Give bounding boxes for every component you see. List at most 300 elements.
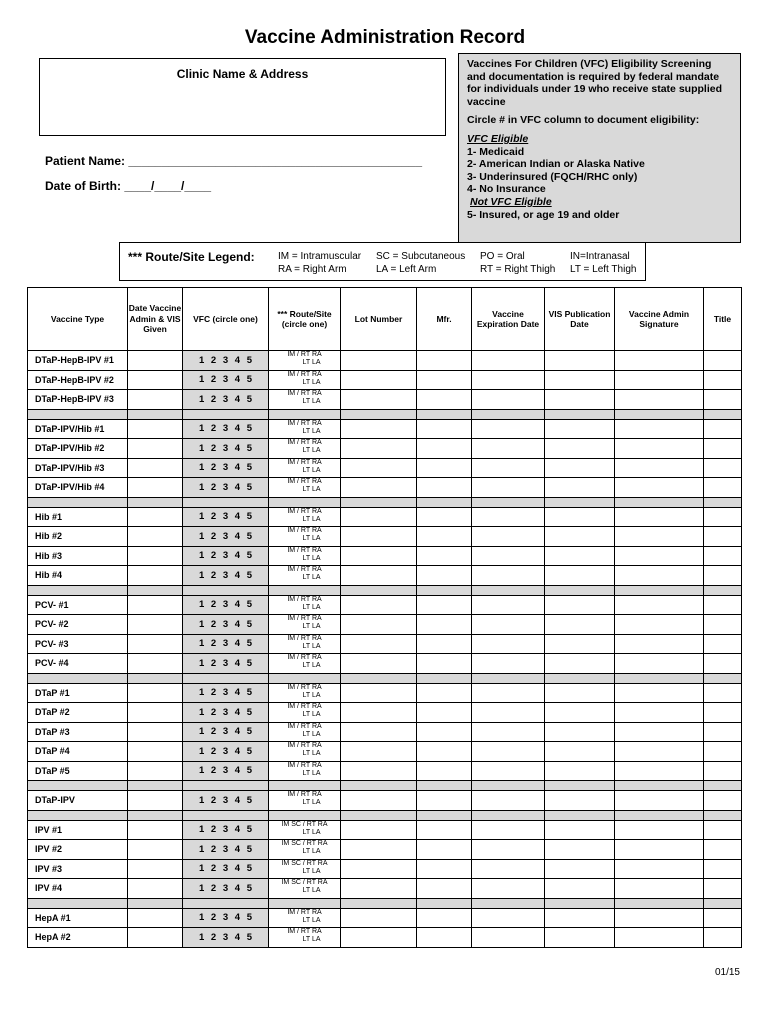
vis-publication-date-cell[interactable] xyxy=(545,458,615,478)
date-given-cell[interactable] xyxy=(128,478,183,498)
vis-publication-date-cell[interactable] xyxy=(545,859,615,879)
route-site-options[interactable] xyxy=(269,439,341,459)
route-site-options[interactable] xyxy=(269,791,341,811)
admin-signature-cell[interactable] xyxy=(615,478,704,498)
lot-number-cell[interactable] xyxy=(341,879,417,899)
lot-number-cell[interactable] xyxy=(341,419,417,439)
title-cell[interactable] xyxy=(704,615,742,635)
mfr-cell[interactable] xyxy=(417,419,472,439)
mfr-cell[interactable] xyxy=(417,654,472,674)
vfc-options[interactable]: 1 2 3 4 5 xyxy=(183,595,269,615)
separator-cell xyxy=(28,497,128,507)
expiration-date-cell[interactable] xyxy=(472,390,545,410)
separator-cell xyxy=(28,810,128,820)
mfr-cell[interactable] xyxy=(417,527,472,547)
expiration-date-cell[interactable] xyxy=(472,859,545,879)
lot-number-cell[interactable] xyxy=(341,351,417,371)
route-site-options[interactable] xyxy=(269,370,341,390)
mfr-cell[interactable] xyxy=(417,859,472,879)
vaccine-row xyxy=(28,439,742,459)
date-given-cell[interactable] xyxy=(128,390,183,410)
mfr-cell[interactable] xyxy=(417,351,472,371)
lot-number-cell[interactable] xyxy=(341,722,417,742)
admin-signature-cell[interactable] xyxy=(615,390,704,410)
vis-publication-date-cell[interactable] xyxy=(545,566,615,586)
route-site-options[interactable] xyxy=(269,419,341,439)
vaccine-row xyxy=(28,478,742,498)
route-site-line: LT LA xyxy=(302,750,321,757)
mfr-cell[interactable] xyxy=(417,566,472,586)
vis-publication-date-cell[interactable] xyxy=(545,439,615,459)
group-separator xyxy=(28,810,742,820)
expiration-date-cell[interactable] xyxy=(472,615,545,635)
lot-number-cell[interactable] xyxy=(341,370,417,390)
route-site-legend xyxy=(119,242,646,281)
lot-number-cell[interactable] xyxy=(341,654,417,674)
vfc-options[interactable]: 1 2 3 4 5 xyxy=(183,615,269,635)
route-site-options[interactable] xyxy=(269,595,341,615)
vaccine-row xyxy=(28,722,742,742)
route-site-options[interactable] xyxy=(269,761,341,781)
lot-number-cell[interactable] xyxy=(341,742,417,762)
vis-publication-date-cell[interactable] xyxy=(545,419,615,439)
vis-publication-date-cell[interactable] xyxy=(545,507,615,527)
date-given-cell[interactable] xyxy=(128,908,183,928)
expiration-date-cell[interactable] xyxy=(472,527,545,547)
lot-number-cell[interactable] xyxy=(341,820,417,840)
route-site-line: LT LA xyxy=(302,359,321,366)
admin-signature-cell[interactable] xyxy=(615,761,704,781)
expiration-date-cell[interactable] xyxy=(472,546,545,566)
vis-publication-date-cell[interactable] xyxy=(545,761,615,781)
title-cell[interactable] xyxy=(704,595,742,615)
expiration-date-cell[interactable] xyxy=(472,439,545,459)
vis-publication-date-cell[interactable] xyxy=(545,742,615,762)
date-given-cell[interactable] xyxy=(128,370,183,390)
legend-entry: LA = Left Arm xyxy=(376,264,437,275)
admin-signature-cell[interactable] xyxy=(615,439,704,459)
vis-publication-date-cell[interactable] xyxy=(545,820,615,840)
title-cell[interactable] xyxy=(704,761,742,781)
route-site-options[interactable] xyxy=(269,478,341,498)
lot-number-cell[interactable] xyxy=(341,478,417,498)
mfr-cell[interactable] xyxy=(417,879,472,899)
date-given-cell[interactable] xyxy=(128,859,183,879)
date-given-cell[interactable] xyxy=(128,928,183,948)
admin-signature-cell[interactable] xyxy=(615,566,704,586)
title-cell[interactable] xyxy=(704,458,742,478)
date-of-birth-field[interactable]: Date of Birth: ____/____/____ xyxy=(45,179,212,193)
admin-signature-cell[interactable] xyxy=(615,742,704,762)
date-given-cell[interactable] xyxy=(128,654,183,674)
lot-number-cell[interactable] xyxy=(341,615,417,635)
lot-number-cell[interactable] xyxy=(341,439,417,459)
page-title: Vaccine Administration Record xyxy=(244,27,526,48)
route-site-options[interactable] xyxy=(269,351,341,371)
admin-signature-cell[interactable] xyxy=(615,458,704,478)
title-cell[interactable] xyxy=(704,439,742,459)
lot-number-cell[interactable] xyxy=(341,390,417,410)
expiration-date-cell[interactable] xyxy=(472,634,545,654)
mfr-cell[interactable] xyxy=(417,439,472,459)
expiration-date-cell[interactable] xyxy=(472,703,545,723)
route-site-line: IM / RT RA xyxy=(287,928,322,935)
admin-signature-cell[interactable] xyxy=(615,703,704,723)
expiration-date-cell[interactable] xyxy=(472,928,545,948)
mfr-cell[interactable] xyxy=(417,791,472,811)
vaccine-type: DTaP #5 xyxy=(28,761,128,781)
mfr-cell[interactable] xyxy=(417,722,472,742)
vaccine-type: DTaP #3 xyxy=(28,722,128,742)
separator-cell xyxy=(472,898,545,908)
route-site-options[interactable] xyxy=(269,615,341,635)
date-given-cell[interactable] xyxy=(128,840,183,860)
date-given-cell[interactable] xyxy=(128,703,183,723)
title-cell[interactable] xyxy=(704,928,742,948)
vfc-options[interactable]: 1 2 3 4 5 xyxy=(183,419,269,439)
vis-publication-date-cell[interactable] xyxy=(545,703,615,723)
separator-cell xyxy=(269,585,341,595)
date-given-cell[interactable] xyxy=(128,683,183,703)
route-site-line: IM / RT RA xyxy=(287,654,322,661)
route-site-options[interactable] xyxy=(269,546,341,566)
vfc-options[interactable]: 1 2 3 4 5 xyxy=(183,859,269,879)
date-given-cell[interactable] xyxy=(128,527,183,547)
lot-number-cell[interactable] xyxy=(341,791,417,811)
separator-cell xyxy=(417,781,472,791)
vfc-options[interactable]: 1 2 3 4 5 xyxy=(183,439,269,459)
vis-publication-date-cell[interactable] xyxy=(545,840,615,860)
admin-signature-cell[interactable] xyxy=(615,840,704,860)
route-site-line: LT LA xyxy=(302,799,321,806)
title-cell[interactable] xyxy=(704,654,742,674)
separator-cell xyxy=(341,898,417,908)
mfr-cell[interactable] xyxy=(417,370,472,390)
separator-cell xyxy=(269,673,341,683)
mfr-cell[interactable] xyxy=(417,458,472,478)
title-cell[interactable] xyxy=(704,879,742,899)
vfc-eligible-item: 3- Underinsured (FQCH/RHC only) xyxy=(467,170,638,183)
mfr-cell[interactable] xyxy=(417,390,472,410)
vfc-options[interactable]: 1 2 3 4 5 xyxy=(183,879,269,899)
title-cell[interactable] xyxy=(704,566,742,586)
separator-cell xyxy=(472,497,545,507)
vis-publication-date-cell[interactable] xyxy=(545,722,615,742)
separator-cell xyxy=(472,781,545,791)
mfr-cell[interactable] xyxy=(417,478,472,498)
date-given-cell[interactable] xyxy=(128,742,183,762)
mfr-cell[interactable] xyxy=(417,761,472,781)
vfc-options[interactable]: 1 2 3 4 5 xyxy=(183,722,269,742)
route-site-options[interactable] xyxy=(269,820,341,840)
title-cell[interactable] xyxy=(704,527,742,547)
vaccine-type: Hib #2 xyxy=(28,527,128,547)
admin-signature-cell[interactable] xyxy=(615,820,704,840)
vis-publication-date-cell[interactable] xyxy=(545,615,615,635)
route-site-options[interactable] xyxy=(269,879,341,899)
title-cell[interactable] xyxy=(704,840,742,860)
vfc-options[interactable]: 1 2 3 4 5 xyxy=(183,546,269,566)
expiration-date-cell[interactable] xyxy=(472,742,545,762)
title-cell[interactable] xyxy=(704,908,742,928)
vis-publication-date-cell[interactable] xyxy=(545,791,615,811)
route-site-line: LT LA xyxy=(302,427,321,435)
route-site-options[interactable] xyxy=(269,683,341,703)
patient-name-field[interactable]: Patient Name: ____________________________________________ xyxy=(45,154,423,168)
mfr-cell[interactable] xyxy=(417,703,472,723)
route-site-line: LT LA xyxy=(302,515,321,523)
vaccine-row xyxy=(28,419,742,439)
admin-signature-cell[interactable] xyxy=(615,791,704,811)
group-separator xyxy=(28,585,742,595)
date-given-cell[interactable] xyxy=(128,615,183,635)
route-site-options[interactable] xyxy=(269,928,341,948)
admin-signature-cell[interactable] xyxy=(615,351,704,371)
date-given-cell[interactable] xyxy=(128,761,183,781)
expiration-date-cell[interactable] xyxy=(472,840,545,860)
lot-number-cell[interactable] xyxy=(341,908,417,928)
lot-number-cell[interactable] xyxy=(341,840,417,860)
vfc-options[interactable]: 1 2 3 4 5 xyxy=(183,840,269,860)
expiration-date-cell[interactable] xyxy=(472,458,545,478)
route-site-options[interactable] xyxy=(269,654,341,674)
clinic-name-address-box[interactable] xyxy=(39,58,446,136)
admin-signature-cell[interactable] xyxy=(615,546,704,566)
vis-publication-date-cell[interactable] xyxy=(545,546,615,566)
date-given-cell[interactable] xyxy=(128,419,183,439)
admin-signature-cell[interactable] xyxy=(615,370,704,390)
mfr-cell[interactable] xyxy=(417,820,472,840)
route-site-line: LT LA xyxy=(302,574,321,581)
date-given-cell[interactable] xyxy=(128,791,183,811)
vis-publication-date-cell[interactable] xyxy=(545,634,615,654)
route-site-line: IM / RT RA xyxy=(287,742,322,749)
admin-signature-cell[interactable] xyxy=(615,419,704,439)
date-given-cell[interactable] xyxy=(128,722,183,742)
vaccine-row xyxy=(28,742,742,762)
date-given-cell[interactable] xyxy=(128,634,183,654)
admin-signature-cell[interactable] xyxy=(615,507,704,527)
vis-publication-date-cell[interactable] xyxy=(545,478,615,498)
expiration-date-cell[interactable] xyxy=(472,654,545,674)
expiration-date-cell[interactable] xyxy=(472,566,545,586)
date-given-cell[interactable] xyxy=(128,546,183,566)
date-given-cell[interactable] xyxy=(128,879,183,899)
route-site-options[interactable] xyxy=(269,390,341,410)
title-cell[interactable] xyxy=(704,419,742,439)
title-cell[interactable] xyxy=(704,351,742,371)
vaccine-type: DTaP-HepB-IPV #1 xyxy=(28,351,128,371)
vaccine-row xyxy=(28,908,742,928)
vis-publication-date-cell[interactable] xyxy=(545,351,615,371)
title-cell[interactable] xyxy=(704,791,742,811)
admin-signature-cell[interactable] xyxy=(615,595,704,615)
vis-publication-date-cell[interactable] xyxy=(545,527,615,547)
route-site-line: IM SC / RT RA xyxy=(281,879,328,886)
vfc-options[interactable]: 1 2 3 4 5 xyxy=(183,478,269,498)
title-cell[interactable] xyxy=(704,820,742,840)
lot-number-cell[interactable] xyxy=(341,634,417,654)
lot-number-cell[interactable] xyxy=(341,458,417,478)
mfr-cell[interactable] xyxy=(417,595,472,615)
group-separator xyxy=(28,898,742,908)
vfc-options[interactable]: 1 2 3 4 5 xyxy=(183,634,269,654)
lot-number-cell[interactable] xyxy=(341,595,417,615)
expiration-date-cell[interactable] xyxy=(472,419,545,439)
mfr-cell[interactable] xyxy=(417,742,472,762)
route-site-options[interactable] xyxy=(269,507,341,527)
route-site-options[interactable] xyxy=(269,634,341,654)
mfr-cell[interactable] xyxy=(417,928,472,948)
expiration-date-cell[interactable] xyxy=(472,879,545,899)
vfc-eligibility-box xyxy=(458,53,741,243)
vis-publication-date-cell[interactable] xyxy=(545,928,615,948)
route-site-options[interactable] xyxy=(269,722,341,742)
separator-cell xyxy=(704,810,742,820)
vfc-options[interactable]: 1 2 3 4 5 xyxy=(183,908,269,928)
separator-cell xyxy=(472,673,545,683)
route-site-line: LT LA xyxy=(302,623,321,630)
admin-signature-cell[interactable] xyxy=(615,928,704,948)
header-title: Title xyxy=(704,288,742,351)
vfc-options[interactable]: 1 2 3 4 5 xyxy=(183,703,269,723)
route-site-options[interactable] xyxy=(269,859,341,879)
lot-number-cell[interactable] xyxy=(341,546,417,566)
lot-number-cell[interactable] xyxy=(341,566,417,586)
route-site-options[interactable] xyxy=(269,840,341,860)
legend-col-4 xyxy=(570,250,636,276)
lot-number-cell[interactable] xyxy=(341,683,417,703)
date-given-cell[interactable] xyxy=(128,351,183,371)
title-cell[interactable] xyxy=(704,742,742,762)
vis-publication-date-cell[interactable] xyxy=(545,654,615,674)
expiration-date-cell[interactable] xyxy=(472,351,545,371)
expiration-date-cell[interactable] xyxy=(472,478,545,498)
title-cell[interactable] xyxy=(704,507,742,527)
title-cell[interactable] xyxy=(704,370,742,390)
mfr-cell[interactable] xyxy=(417,507,472,527)
expiration-date-cell[interactable] xyxy=(472,507,545,527)
vis-publication-date-cell[interactable] xyxy=(545,683,615,703)
vis-publication-date-cell[interactable] xyxy=(545,370,615,390)
date-given-cell[interactable] xyxy=(128,439,183,459)
lot-number-cell[interactable] xyxy=(341,507,417,527)
lot-number-cell[interactable] xyxy=(341,928,417,948)
vis-publication-date-cell[interactable] xyxy=(545,390,615,410)
admin-signature-cell[interactable] xyxy=(615,683,704,703)
route-site-options[interactable] xyxy=(269,458,341,478)
route-site-options[interactable] xyxy=(269,703,341,723)
title-cell[interactable] xyxy=(704,722,742,742)
vfc-options[interactable]: 1 2 3 4 5 xyxy=(183,742,269,762)
date-given-cell[interactable] xyxy=(128,595,183,615)
expiration-date-cell[interactable] xyxy=(472,683,545,703)
mfr-cell[interactable] xyxy=(417,908,472,928)
title-cell[interactable] xyxy=(704,546,742,566)
expiration-date-cell[interactable] xyxy=(472,595,545,615)
admin-signature-cell[interactable] xyxy=(615,615,704,635)
vis-publication-date-cell[interactable] xyxy=(545,595,615,615)
title-cell[interactable] xyxy=(704,478,742,498)
title-cell[interactable] xyxy=(704,703,742,723)
vis-publication-date-cell[interactable] xyxy=(545,908,615,928)
vfc-options[interactable]: 1 2 3 4 5 xyxy=(183,370,269,390)
date-given-cell[interactable] xyxy=(128,566,183,586)
legend-entry: LT = Left Thigh xyxy=(570,264,637,275)
mfr-cell[interactable] xyxy=(417,840,472,860)
route-site-line: LT LA xyxy=(302,730,321,738)
lot-number-cell[interactable] xyxy=(341,859,417,879)
admin-signature-cell[interactable] xyxy=(615,654,704,674)
title-cell[interactable] xyxy=(704,683,742,703)
mfr-cell[interactable] xyxy=(417,683,472,703)
vaccine-row xyxy=(28,703,742,723)
title-cell[interactable] xyxy=(704,859,742,879)
title-cell[interactable] xyxy=(704,390,742,410)
mfr-cell[interactable] xyxy=(417,634,472,654)
route-site-options[interactable] xyxy=(269,566,341,586)
date-given-cell[interactable] xyxy=(128,507,183,527)
vfc-options[interactable]: 1 2 3 4 5 xyxy=(183,761,269,781)
vfc-options[interactable]: 1 2 3 4 5 xyxy=(183,928,269,948)
route-site-line: IM / RT RA xyxy=(287,634,322,642)
vfc-options[interactable]: 1 2 3 4 5 xyxy=(183,791,269,811)
mfr-cell[interactable] xyxy=(417,615,472,635)
vfc-options[interactable]: 1 2 3 4 5 xyxy=(183,683,269,703)
lot-number-cell[interactable] xyxy=(341,527,417,547)
title-cell[interactable] xyxy=(704,634,742,654)
vfc-options[interactable]: 1 2 3 4 5 xyxy=(183,458,269,478)
date-given-cell[interactable] xyxy=(128,820,183,840)
legend-col-1 xyxy=(278,250,361,276)
lot-number-cell[interactable] xyxy=(341,761,417,781)
route-site-line: LT LA xyxy=(302,916,321,924)
separator-cell xyxy=(417,497,472,507)
expiration-date-cell[interactable] xyxy=(472,908,545,928)
route-site-options[interactable] xyxy=(269,742,341,762)
admin-signature-cell[interactable] xyxy=(615,722,704,742)
vis-publication-date-cell[interactable] xyxy=(545,879,615,899)
vfc-options[interactable]: 1 2 3 4 5 xyxy=(183,351,269,371)
vfc-options[interactable]: 1 2 3 4 5 xyxy=(183,527,269,547)
vfc-options[interactable]: 1 2 3 4 5 xyxy=(183,566,269,586)
admin-signature-cell[interactable] xyxy=(615,527,704,547)
lot-number-cell[interactable] xyxy=(341,703,417,723)
admin-signature-cell[interactable] xyxy=(615,859,704,879)
date-given-cell[interactable] xyxy=(128,458,183,478)
expiration-date-cell[interactable] xyxy=(472,791,545,811)
expiration-date-cell[interactable] xyxy=(472,761,545,781)
admin-signature-cell[interactable] xyxy=(615,879,704,899)
vfc-options[interactable]: 1 2 3 4 5 xyxy=(183,507,269,527)
route-site-line: LT LA xyxy=(302,711,321,718)
vfc-options[interactable]: 1 2 3 4 5 xyxy=(183,390,269,410)
route-site-options[interactable] xyxy=(269,527,341,547)
admin-signature-cell[interactable] xyxy=(615,634,704,654)
vfc-options[interactable]: 1 2 3 4 5 xyxy=(183,654,269,674)
expiration-date-cell[interactable] xyxy=(472,722,545,742)
separator-cell xyxy=(704,673,742,683)
route-site-options[interactable] xyxy=(269,908,341,928)
admin-signature-cell[interactable] xyxy=(615,908,704,928)
mfr-cell[interactable] xyxy=(417,546,472,566)
legend-entry: PO = Oral xyxy=(480,251,525,262)
route-site-line: IM / RT RA xyxy=(287,595,322,603)
expiration-date-cell[interactable] xyxy=(472,370,545,390)
expiration-date-cell[interactable] xyxy=(472,820,545,840)
vfc-options[interactable]: 1 2 3 4 5 xyxy=(183,820,269,840)
vaccine-row xyxy=(28,370,742,390)
